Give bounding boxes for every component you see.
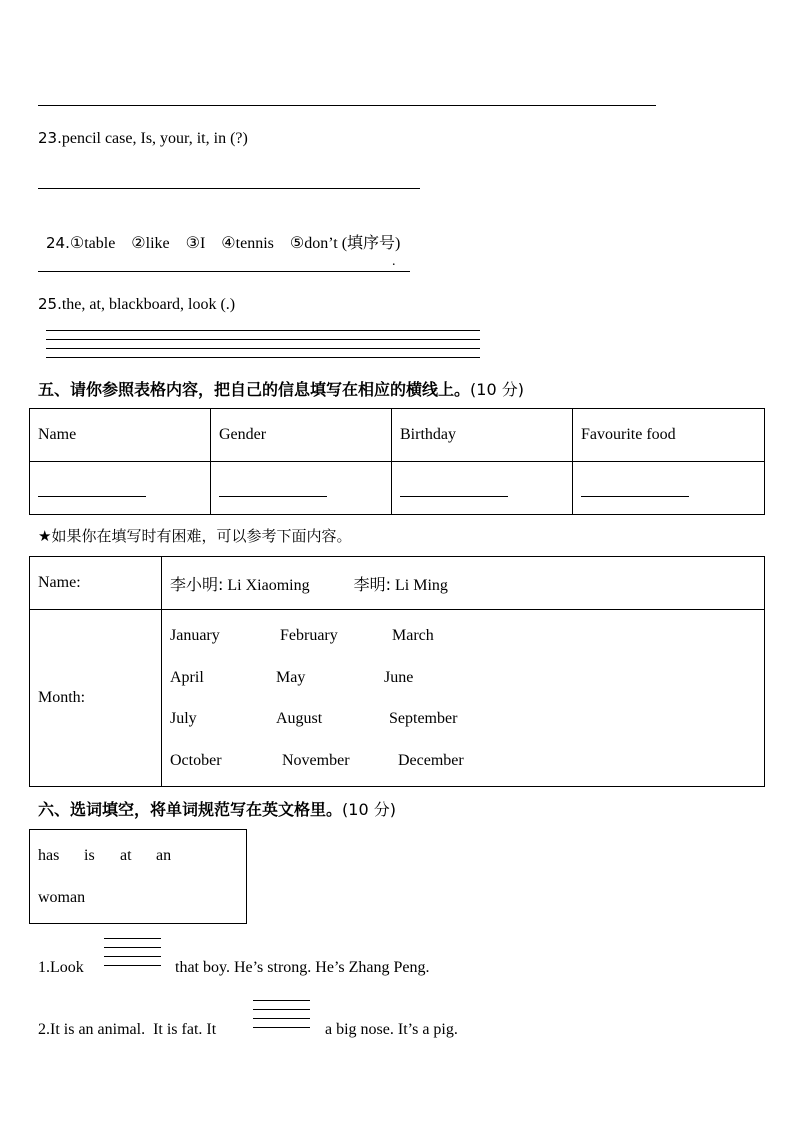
- month: August: [276, 710, 323, 727]
- question-text: the, at, blackboard, look (.): [61, 296, 236, 313]
- english-writing-lines-2[interactable]: [253, 1000, 310, 1028]
- month-cell: [162, 610, 765, 787]
- question-number: 25.: [38, 295, 62, 313]
- question-23: [38, 129, 248, 148]
- question-number: 24.: [46, 234, 70, 252]
- sentence-1-start: 1.Look: [38, 959, 84, 976]
- header-favourite-food: Favourite food: [573, 409, 765, 462]
- month-grid: [162, 610, 764, 786]
- month: November: [282, 752, 350, 769]
- month: July: [170, 710, 197, 727]
- header-gender: Gender: [211, 409, 392, 462]
- name-label: Name:: [30, 557, 162, 610]
- month: December: [398, 752, 464, 769]
- month: February: [280, 627, 338, 644]
- sentence-1-end: that boy. He’s strong. He’s Zhang Peng.: [175, 959, 430, 976]
- blank-line[interactable]: [219, 496, 327, 497]
- answer-line-22[interactable]: [38, 105, 656, 106]
- section-score: (10 分): [470, 380, 524, 399]
- question-number: 23.: [38, 129, 62, 147]
- word-option: at: [120, 847, 132, 864]
- fill-cell-name[interactable]: [30, 462, 211, 515]
- blank-line[interactable]: [400, 496, 508, 497]
- answer-line-24[interactable]: [38, 271, 410, 272]
- word-option: has: [38, 847, 60, 864]
- header-birthday: Birthday: [392, 409, 573, 462]
- reference-table: [29, 556, 765, 787]
- section-6-title: [38, 797, 396, 820]
- word-option: an: [156, 847, 172, 864]
- fill-cell-gender[interactable]: [211, 462, 392, 515]
- question-text: pencil case, Is, your, it, in (?): [61, 130, 248, 147]
- writing-lines-25[interactable]: [46, 330, 480, 358]
- sentence-2-end: a big nose. It’s a pig.: [325, 1021, 458, 1038]
- section-title-text: 六、选词填空，将单词规范写在英文格里。: [38, 800, 343, 819]
- month: March: [392, 627, 434, 644]
- fill-cell-favourite-food[interactable]: [573, 462, 765, 515]
- name-1-en: Li Xiaoming: [227, 576, 310, 594]
- answer-period: .: [392, 254, 396, 269]
- english-writing-lines-1[interactable]: [104, 938, 161, 966]
- month-label: Month:: [30, 610, 162, 787]
- answer-line-23[interactable]: [38, 188, 420, 189]
- name-examples: [162, 557, 765, 610]
- month: June: [384, 669, 414, 686]
- month: May: [276, 669, 306, 686]
- reference-note: ★如果你在填写时有困难，可以参考下面内容。: [38, 527, 352, 545]
- word-box: [29, 829, 247, 924]
- section-title-text: 五、请你参照表格内容，把自己的信息填写在相应的横线上。: [38, 380, 471, 399]
- sentence-2-start: 2.It is an animal. It is fat. It: [38, 1021, 217, 1038]
- name-1-cn: 李小明:: [170, 574, 224, 594]
- fill-cell-birthday[interactable]: [392, 462, 573, 515]
- month: April: [170, 669, 204, 686]
- name-2-en: Li Ming: [395, 576, 448, 594]
- word-option: woman: [38, 889, 86, 906]
- month: October: [170, 752, 222, 769]
- name-2-cn: 李明:: [353, 574, 392, 594]
- blank-line[interactable]: [581, 496, 689, 497]
- question-24: [38, 212, 400, 253]
- month: January: [170, 627, 220, 644]
- question-text: ①table ②like ③I ④tennis ⑤don’t (填序号): [69, 235, 401, 252]
- header-name: Name: [30, 409, 211, 462]
- section-5-title: [38, 377, 524, 400]
- section-score: (10 分): [342, 800, 396, 819]
- blank-line[interactable]: [38, 496, 146, 497]
- info-table: [29, 408, 765, 515]
- word-option: is: [84, 847, 95, 864]
- question-25: [38, 295, 235, 314]
- month: September: [389, 710, 458, 727]
